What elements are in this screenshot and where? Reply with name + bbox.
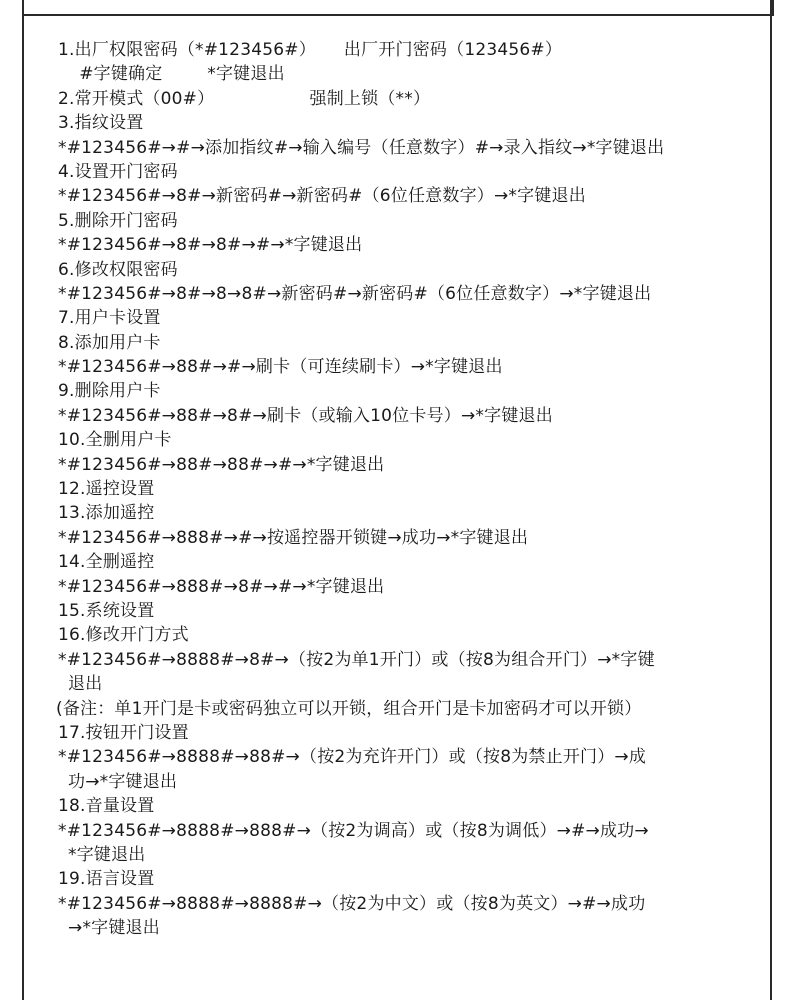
add-user-card-steps-line: *#123456#→88#→#→刷卡（可连续刷卡）→*字键退出 (58, 357, 503, 378)
document-right-border (770, 0, 772, 1000)
section-heading-change-admin-password: 6.修改权限密码 (58, 259, 178, 280)
normally-open-mode-line: 2.常开模式（00#） 强制上锁（**） (58, 88, 431, 109)
change-admin-password-steps-line: *#123456#→8#→8→8#→新密码#→新密码#（6位任意数字）→*字键退出 (58, 283, 652, 304)
button-open-steps-line: *#123456#→8888#→88#→（按2为充许开门）或（按8为禁止开门）→成 (58, 747, 647, 768)
section-heading-delete-user-card: 9.删除用户卡 (58, 381, 161, 402)
set-door-password-steps-line: *#123456#→8#→新密码#→新密码#（6位任意数字）→*字键退出 (58, 186, 586, 207)
delete-all-user-cards-steps-line: *#123456#→88#→88#→#→*字键退出 (58, 454, 385, 475)
fingerprint-steps-line: *#123456#→#→添加指纹#→输入编号（任意数字）#→录入指纹→*字键退出 (58, 137, 665, 158)
change-open-mode-steps-continued: 退出 (68, 674, 103, 695)
factory-password-line: 1.出厂权限密码（*#123456#） 出厂开门密码（123456#） (58, 40, 563, 60)
section-heading-delete-door-password: 5.删除开门密码 (58, 210, 178, 231)
factory-password-keys-line: #字键确定 *字键退出 (68, 64, 285, 85)
delete-door-password-steps-line: *#123456#→8#→8#→#→*字键退出 (58, 235, 363, 256)
section-heading-change-open-mode: 16.修改开门方式 (58, 625, 189, 646)
section-heading-language: 19.语言设置 (58, 869, 155, 890)
delete-all-remotes-steps-line: *#123456#→888#→8#→#→*字键退出 (58, 576, 385, 597)
language-steps-continued: →*字键退出 (68, 918, 160, 939)
add-remote-steps-line: *#123456#→888#→#→按遥控器开锁键→成功→*字键退出 (58, 527, 529, 548)
document-top-border (22, 0, 774, 16)
section-heading-delete-all-user-cards: 10.全删用户卡 (58, 430, 172, 451)
section-heading-set-door-password: 4.设置开门密码 (58, 161, 178, 182)
section-heading-fingerprint: 3.指纹设置 (58, 113, 144, 134)
volume-steps-line: *#123456#→8888#→888#→（按2为调高）或（按8为调低）→#→成功→ (58, 820, 649, 841)
section-heading-remote-control: 12.遥控设置 (58, 479, 155, 500)
language-steps-line: *#123456#→8888#→8888#→（按2为中文）或（按8为英文）→#→成功 (58, 893, 646, 914)
section-heading-add-remote: 13.添加遥控 (58, 503, 155, 524)
section-heading-user-card: 7.用户卡设置 (58, 308, 161, 329)
section-heading-delete-all-remotes: 14.全删遥控 (58, 552, 155, 573)
button-open-steps-continued: 功→*字键退出 (68, 771, 178, 792)
document-left-border (22, 0, 24, 1000)
open-mode-note-line: (备注：单1开门是卡或密码独立可以开锁，组合开门是卡加密码才可以开锁） (56, 698, 642, 719)
section-heading-add-user-card: 8.添加用户卡 (58, 332, 161, 353)
delete-user-card-steps-line: *#123456#→88#→8#→刷卡（或输入10位卡号）→*字键退出 (58, 405, 553, 426)
section-heading-volume: 18.音量设置 (58, 796, 155, 817)
volume-steps-continued: *字键退出 (68, 844, 146, 865)
section-heading-system-settings: 15.系统设置 (58, 600, 155, 621)
change-open-mode-steps-line: *#123456#→8888#→8#→（按2为单1开门）或（按8为组合开门）→*字键 (58, 649, 655, 670)
instruction-document (58, 38, 758, 940)
section-heading-button-open: 17.按钮开门设置 (58, 722, 189, 743)
